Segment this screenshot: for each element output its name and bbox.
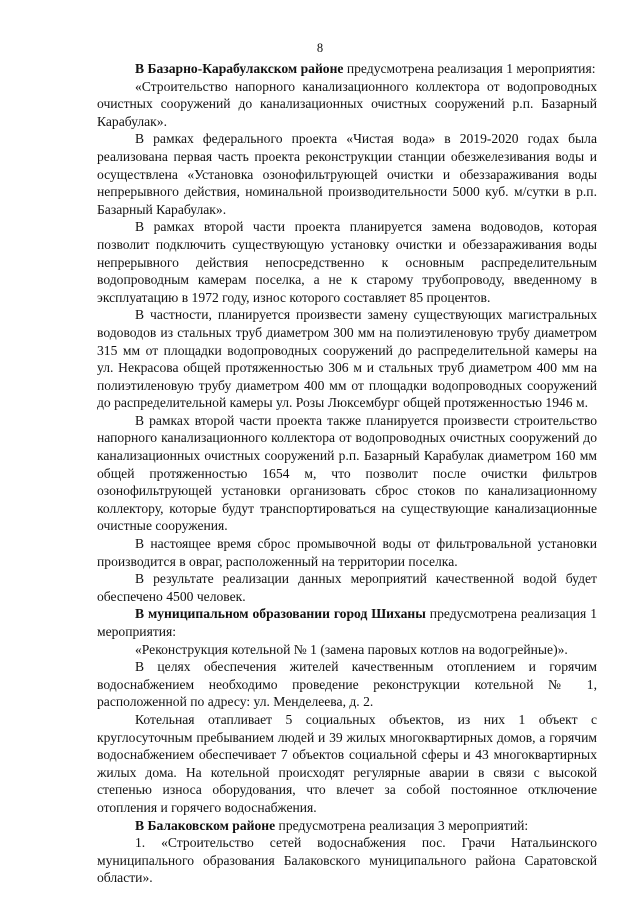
- paragraph-balakovo-item-1: 1. «Строительство сетей водоснабжения пос. Грачи Натальинского муниципального образования Балаковского муниципального района Саратовской области».: [97, 835, 597, 886]
- paragraph-bazarno-karabulak-intro: [97, 60, 597, 78]
- document-body: [97, 60, 597, 887]
- paragraph-second-part-pipes: В рамках второй части проекта планируется замена водоводов, которая позволит подключить существующую установку очистки и обеззараживания воды непрерывного действия непосредственно к основным распределительным водопроводным камерам поселка, а не к старому трубопроводу, введенному в эксплуатацию в 1972 году, износ которого составляет 85 процентов.: [97, 219, 597, 305]
- paragraph-clean-water-project: В рамках федерального проекта «Чистая вода» в 2019-2020 годах была реализована первая часть проекта реконструкции станции обезжелезивания воды и осуществлена «Установка озонофильтрующей очистки и обеззараживания воды непрерывного действия, номинальной производительности 5000 куб. м/сутки в р.п. Базарный Карабулак».: [97, 131, 597, 217]
- paragraph-balakovo-intro: [97, 817, 597, 835]
- page-number: 8: [316, 41, 324, 55]
- paragraph-result: В результате реализации данных мероприятий качественной водой будет обеспечено 4500 человек.: [97, 571, 597, 604]
- district-heading: В Балаковском районе: [135, 817, 276, 833]
- paragraph-current-discharge: В настоящее время сброс промывочной воды от фильтровальной установки производится в овраг, расположенный на территории поселка.: [97, 536, 597, 569]
- paragraph-sewer-collector: В рамках второй части проекта также планируется произвести строительство напорного канализационного коллектора от водопроводных очистных сооружений до канализационных очистных сооружений р.п. Базарный Карабулак диаметром 160 мм общей протяженностью 1654 м, что позволит после очистки фильтров озонофильтрующей установки организовать сброс стоков по канализационному коллектору, которые будут транспортироваться на существующие канализационные очистные сооружения.: [97, 412, 597, 534]
- paragraph-text: предусмотрена реализация 1 мероприятия:: [97, 606, 597, 639]
- paragraph-pipe-replacement: В частности, планируется произвести замену существующих магистральных водоводов из стальных труб диаметром 300 мм на полиэтиленовую трубу диаметром 315 мм от площадки водопроводных сооружений до распределительной камеры на ул. Некрасова общей протяженностью 306 м и стальных труб диаметром 400 мм на полиэтиленовую трубу диаметром 400 мм от площадки водопроводных сооружений до распределительной камеры ул. Розы Люксембург общей протяженностью 1946 м.: [97, 307, 597, 411]
- district-heading: В Базарно-Карабулакском районе: [135, 61, 344, 76]
- paragraph-boiler-title: «Реконструкция котельной № 1 (замена паровых котлов на водогрейные)».: [135, 641, 568, 657]
- paragraph-project-title: «Строительство напорного канализационного коллектора от водопроводных очистных сооружений до канализационных очистных сооружений р.п. Базарный Карабулак».: [97, 78, 597, 129]
- paragraph-text: предусмотрена реализация 3 мероприятий:: [275, 817, 529, 833]
- paragraph-shikhany-intro: [97, 605, 597, 640]
- paragraph-boiler-purpose: В целях обеспечения жителей качественным отоплением и горячим водоснабжением необходимо проведение реконструкции котельной № 1, расположенной по адресу: ул. Менделеева, д. 2.: [97, 659, 597, 710]
- paragraph-boiler-details: Котельная отапливает 5 социальных объектов, из них 1 объект с круглосуточным пребыванием людей и 39 жилых многоквартирных домов, а горячим водоснабжением обеспечивает 7 объектов социальной сферы и 43 многоквартирных жилых дома. На котельной происходят регулярные аварии в связи с высокой степенью износа оборудования, что влечет за собой постоянное отключение отопления и горячего водоснабжения.: [97, 711, 597, 815]
- paragraph-text: предусмотрена реализация 1 мероприятия:: [343, 61, 596, 76]
- district-heading: В муниципальном образовании город Шиханы: [135, 606, 426, 622]
